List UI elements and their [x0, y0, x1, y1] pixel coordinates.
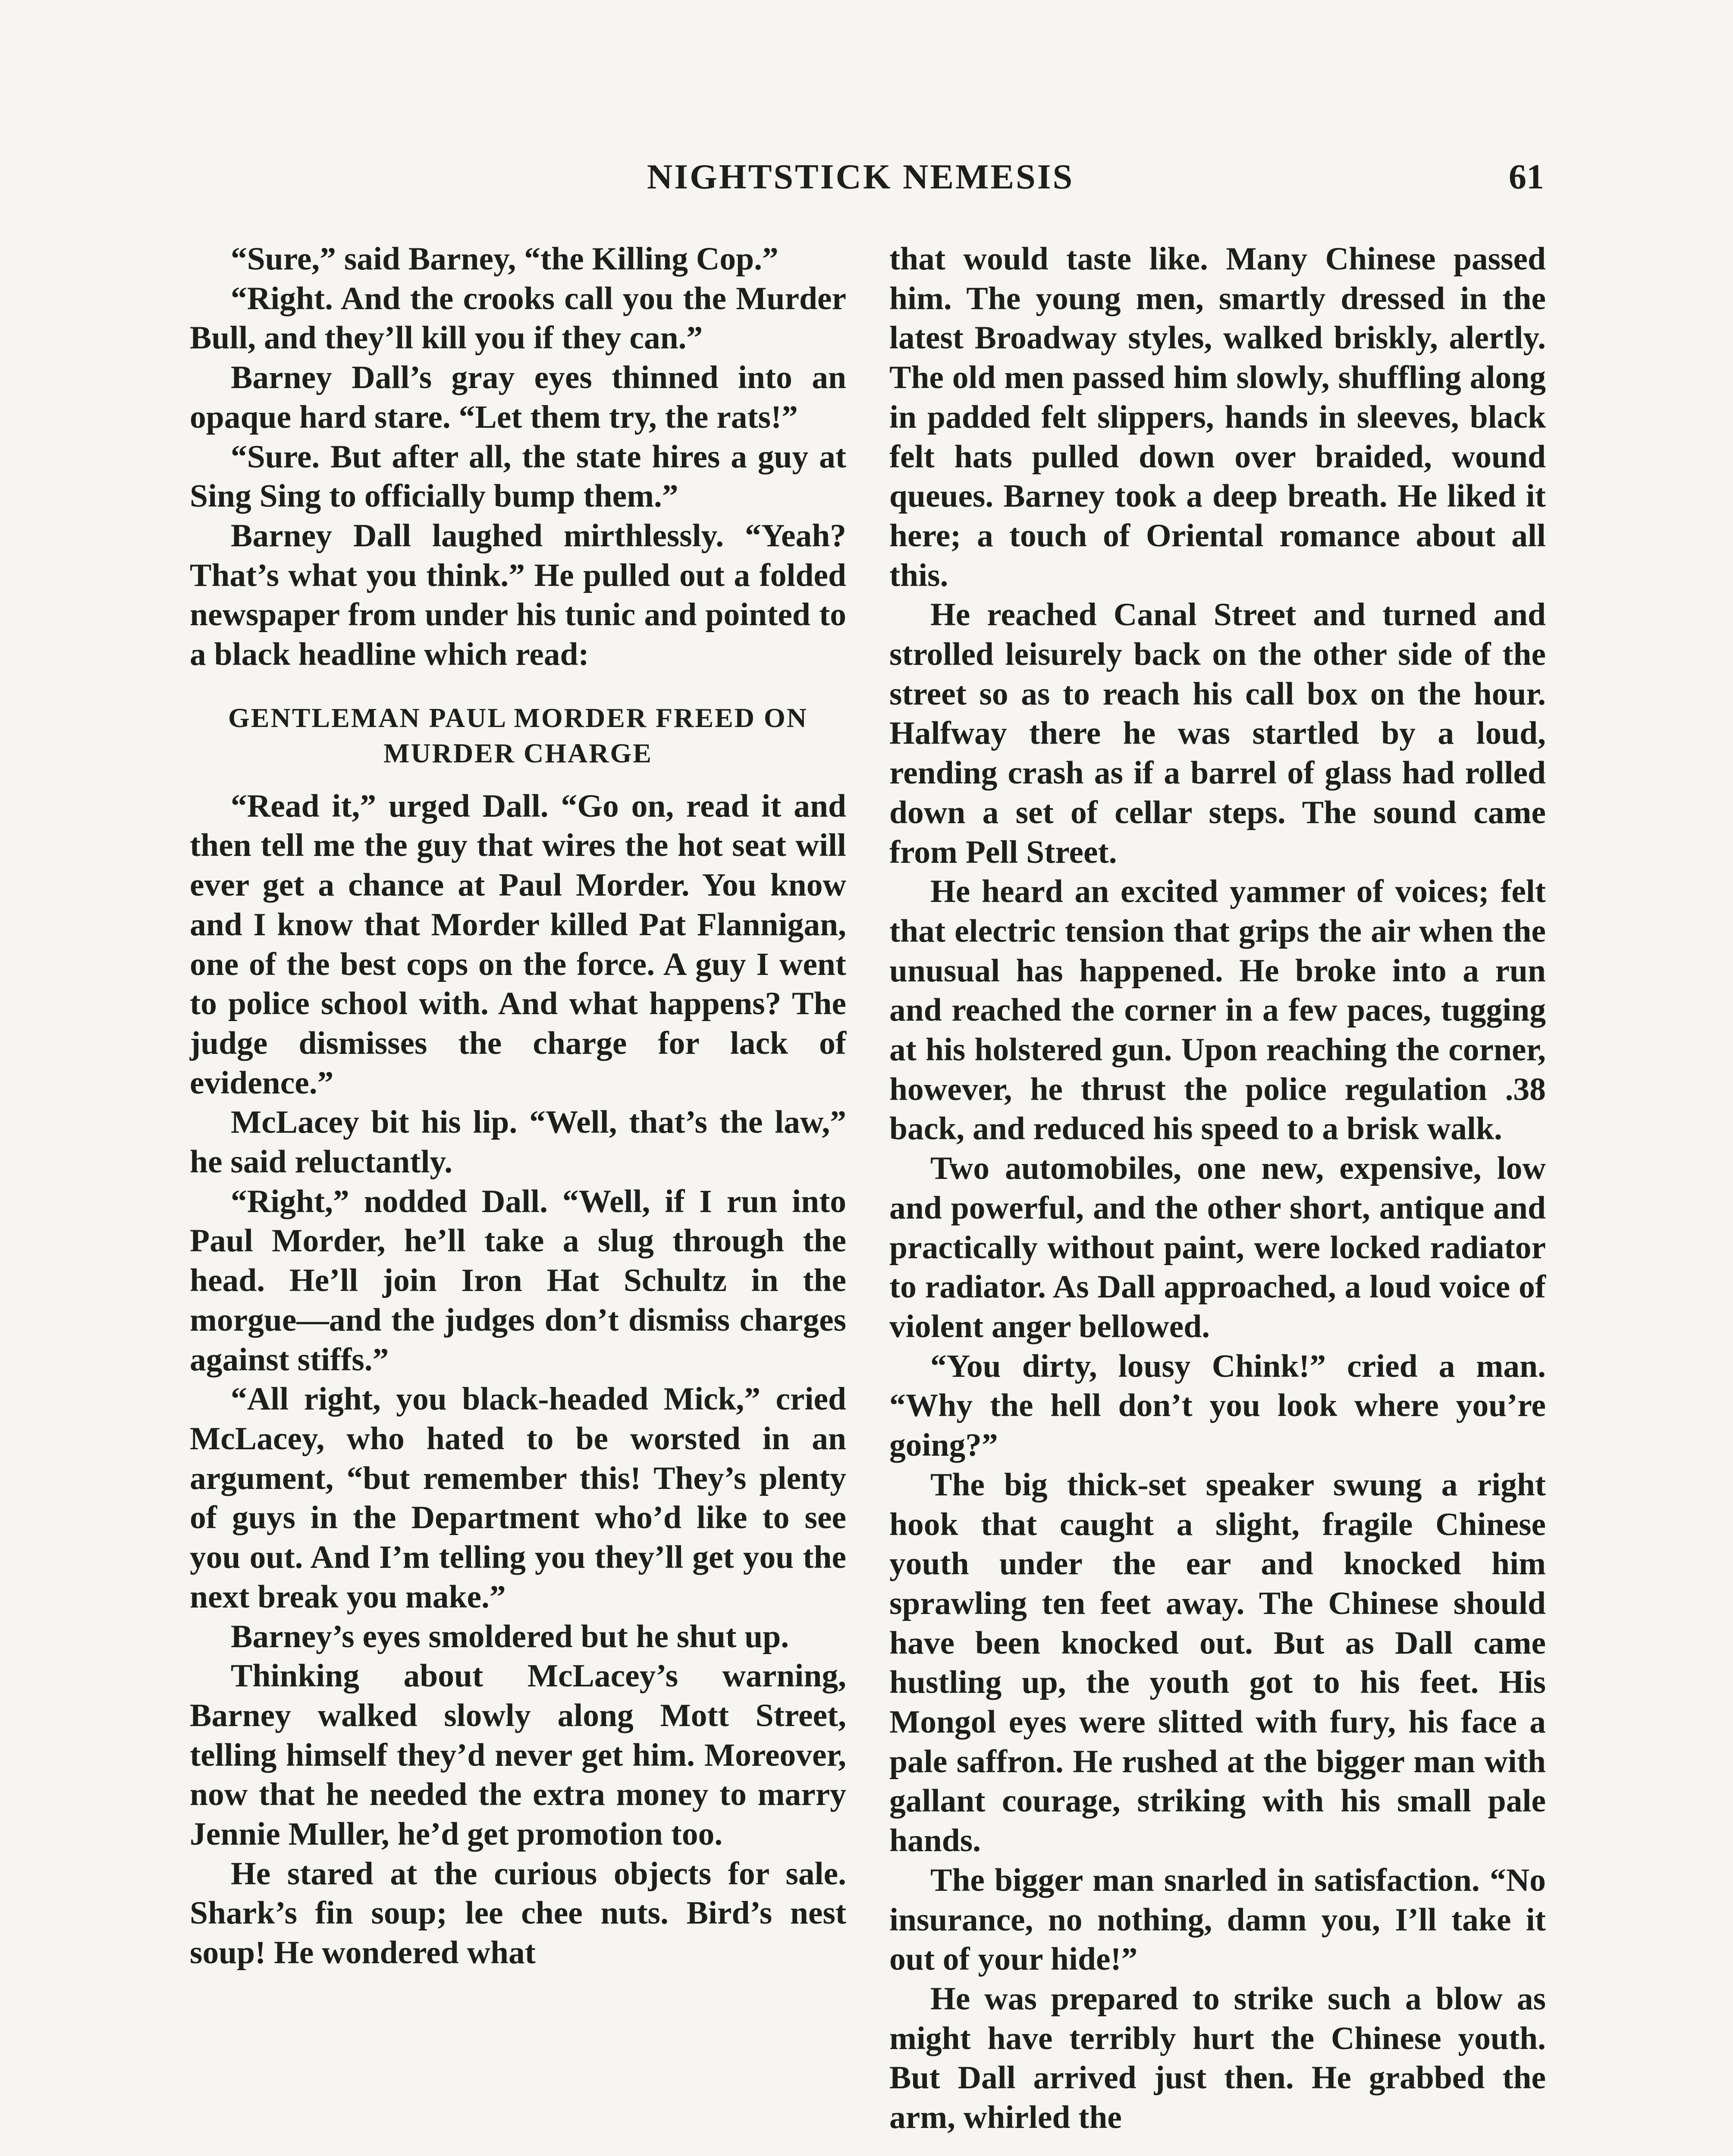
paragraph: He stared at the curious objects for sale. Shark’s fin soup; lee chee nuts. Bird’s nest soup! He wondered what [190, 1855, 846, 1971]
left-column [190, 239, 846, 2156]
page-number: 61 [1509, 157, 1544, 196]
paragraph: “Right,” nodded Dall. “Well, if I run into Paul Morder, he’ll take a slug through the head. He’ll join Iron Hat Schultz in the morgue—and the judges don’t dismiss charges against stiffs.” [190, 1183, 846, 1378]
paragraph: He heard an excited yammer of voices; felt that electric tension that grips the air when the unusual has happened. He broke into a run and reached the corner in a few paces, tugging at his holstered gun. Upon reaching the corner, however, he thrust the police regulation .38 back, and reduced his speed to a brisk walk. [889, 874, 1546, 1147]
paragraph: The big thick-set speaker swung a right hook that caught a slight, fragile Chinese youth under the ear and knocked him sprawling ten feet away. The Chinese should have been knocked out. But as Dall came hustling up, the youth got to his feet. His Mongol eyes were slitted with fury, his face a pale saffron. He rushed at the bigger man with gallant courage, striking with his small pale hands. [889, 1467, 1546, 1859]
paragraph: “Sure. But after all, the state hires a guy at Sing Sing to officially bump them.” [190, 439, 846, 514]
page-header [647, 151, 1544, 203]
paragraph: Thinking about McLacey’s warning, Barney walked slowly along Mott Street, telling himself they’d never get him. Moreover, now that he needed the extra money to marry Jennie Muller, he’d get promotion too. [190, 1658, 846, 1852]
paragraph: “Read it,” urged Dall. “Go on, read it and then tell me the guy that wires the hot seat will ever get a chance at Paul Morder. You know and I know that Morder killed Pat Flannigan, one of the best cops on the force. A guy I went to police school with. And what happens? The judge dismisses the charge for lack of evidence.” [190, 788, 846, 1101]
paragraph: Two automobiles, one new, expensive, low and powerful, and the other short, antique and practically without paint, were locked radiator to radiator. As Dall approached, a loud voice of violent anger bellowed. [889, 1150, 1546, 1344]
paragraph: Barney’s eyes smoldered but he shut up. [231, 1618, 789, 1655]
paragraph: He reached Canal Street and turned and strolled leisurely back on the other side of the street so as to reach his call box on the hour. Halfway there he was startled by a loud, rending crash as if a barrel of glass had rolled down a set of cellar steps. The sound came from Pell Street. [889, 597, 1546, 870]
paragraph: “You dirty, lousy Chink!” cried a man. “Why the hell don’t you look where you’re going?” [889, 1348, 1546, 1463]
paragraph: “All right, you black-headed Mick,” cried McLacey, who hated to be worsted in an argument, “but remember this! They’s plenty of guys in the Department who’d like to see you out. And I’m telling you they’ll get you the next break you make.” [190, 1381, 846, 1615]
paragraph: Barney Dall’s gray eyes thinned into an opaque hard stare. “Let them try, the rats!” [190, 360, 846, 435]
paragraph: He was prepared to strike such a blow as might have terribly hurt the Chinese youth. But Dall arrived just then. He grabbed the arm, whirled the [889, 1981, 1546, 2136]
paragraph: “Right. And the crooks call you the Murder Bull, and they’ll kill you if they can.” [190, 280, 846, 356]
paragraph: McLacey bit his lip. “Well, that’s the law,” he said reluctantly. [190, 1104, 846, 1180]
paragraph-continued: that would taste like. Many Chinese passed him. The young men, smartly dressed in the latest Broadway styles, walked briskly, alertly. The old men passed him slowly, shuffling along in padded felt slippers, hands in sleeves, black felt hats pulled down over braided, wound queues. Barney took a deep breath. He liked it here; a touch of Oriental romance about all this. [889, 241, 1546, 593]
paragraph: The bigger man snarled in satisfaction. “No insurance, no nothing, damn you, I’ll take it out of your hide!” [889, 1862, 1546, 1977]
paragraph: “Sure,” said Barney, “the Killing Cop.” [231, 241, 779, 277]
running-title: NIGHTSTICK NEMESIS [647, 157, 1074, 196]
newspaper-headline: GENTLEMAN PAUL MORDER FREED ON MURDER CHARGE [228, 702, 808, 768]
right-column [889, 239, 1546, 2156]
paragraph: Barney Dall laughed mirthlessly. “Yeah? That’s what you think.” He pulled out a folded newspaper from under his tunic and pointed to a black headline which read: [190, 517, 846, 673]
